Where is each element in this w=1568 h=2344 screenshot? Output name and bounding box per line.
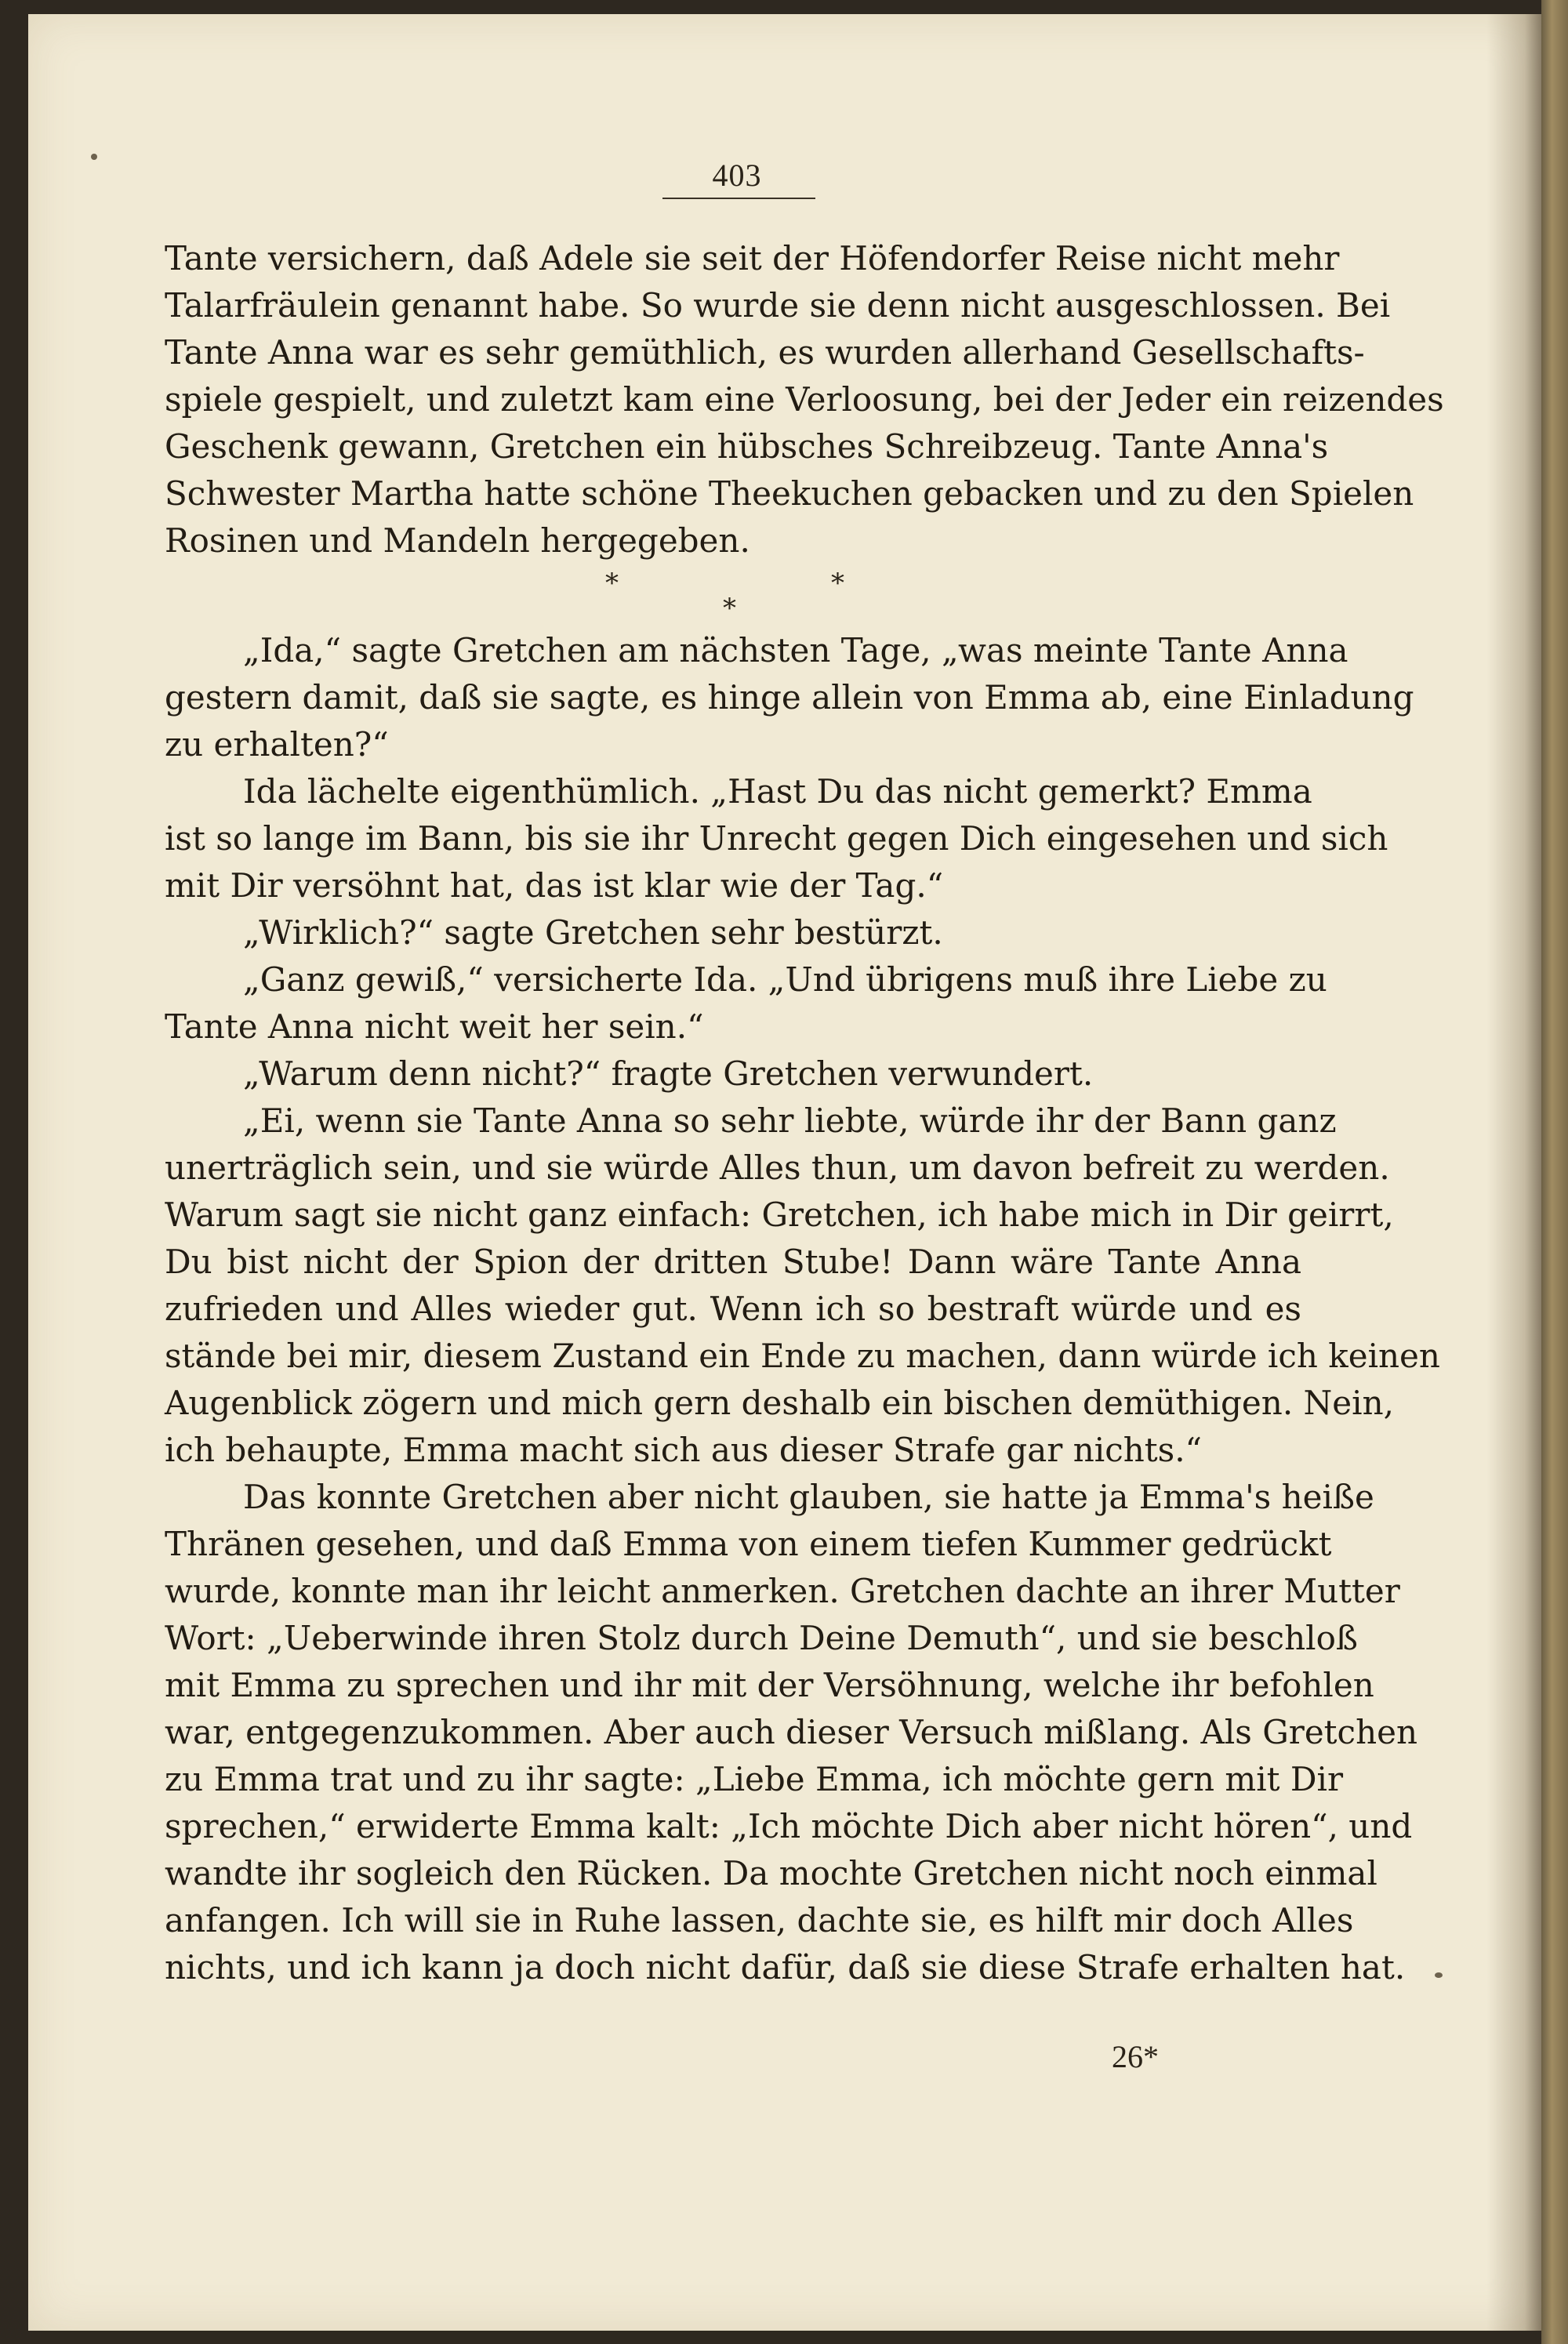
body-text	[165, 235, 1444, 1991]
text-line: zu Emma trat und zu ihr sagte: „Liebe Emma, ich möchte gern mit Dir	[165, 1760, 1344, 1798]
text-line: Du bist nicht der Spion der dritten Stube! Dann wäre Tante Anna	[165, 1243, 1301, 1281]
text-line: „Wirklich?“ sagte Gretchen sehr bestürzt.	[243, 913, 943, 952]
text-line: gestern damit, daß sie sagte, es hinge allein von Emma ab, eine Einladung	[165, 678, 1414, 717]
text-line: Warum sagt sie nicht ganz einfach: Gretchen, ich habe mich in Dir geirrt,	[165, 1196, 1394, 1234]
text-line: „Ganz gewiß,“ versicherte Ida. „Und übrigens muß ihre Liebe zu	[243, 960, 1327, 999]
text-line: mit Emma zu sprechen und ihr mit der Versöhnung, welche ihr befohlen	[165, 1666, 1374, 1704]
text-line: stände bei mir, diesem Zustand ein Ende zu machen, dann würde ich keinen	[165, 1337, 1440, 1375]
text-line: spiele gespielt, und zuletzt kam eine Verloosung, bei der Jeder ein reizendes	[165, 380, 1444, 419]
text-line: „Ei, wenn sie Tante Anna so sehr liebte, würde ihr der Bann ganz	[243, 1101, 1337, 1140]
text-line: Wort: „Ueberwinde ihren Stolz durch Deine Demuth“, und sie beschloß	[165, 1619, 1358, 1657]
text-line: Ida lächelte eigenthümlich. „Hast Du das nicht gemerkt? Emma	[243, 772, 1312, 811]
text-line: war, entgegenzukommen. Aber auch dieser Versuch mißlang. Als Gretchen	[165, 1713, 1418, 1751]
text-line: nichts, und ich kann ja doch nicht dafür, daß sie diese Strafe erhalten hat.	[165, 1948, 1406, 1987]
text-line: ich behaupte, Emma macht sich aus dieser Strafe gar nichts.“	[165, 1431, 1203, 1469]
book-edge	[1541, 0, 1568, 2344]
section-asterisk: *	[605, 568, 619, 599]
text-line: Talarfräulein genannt habe. So wurde sie denn nicht ausgeschlossen. Bei	[165, 286, 1391, 325]
text-line: wurde, konnte man ihr leicht anmerken. Gretchen dachte an ihrer Mutter	[165, 1572, 1400, 1610]
page-number: 403	[712, 158, 762, 193]
text-line: mit Dir versöhnt hat, das ist klar wie der Tag.“	[165, 866, 944, 905]
section-asterisk: *	[723, 593, 736, 624]
text-line: Tante Anna nicht weit her sein.“	[165, 1007, 704, 1046]
text-line: Thränen gesehen, und daß Emma von einem tiefen Kummer gedrückt	[165, 1525, 1332, 1563]
text-line: „Ida,“ sagte Gretchen am nächsten Tage, „was meinte Tante Anna	[243, 631, 1348, 669]
text-line: Das konnte Gretchen aber nicht glauben, sie hatte ja Emma's heiße	[243, 1478, 1374, 1516]
text-line: sprechen,“ erwiderte Emma kalt: „Ich möchte Dich aber nicht hören“, und	[165, 1807, 1413, 1845]
text-line: anfangen. Ich will sie in Ruhe lassen, dachte sie, es hilft mir doch Alles	[165, 1901, 1354, 1939]
text-line: „Warum denn nicht?“ fragte Gretchen verwundert.	[243, 1054, 1094, 1093]
paper-speck	[91, 154, 97, 160]
text-line: unerträglich sein, und sie würde Alles thun, um davon befreit zu werden.	[165, 1148, 1390, 1187]
header-rule	[662, 198, 815, 199]
paper-speck	[1435, 1972, 1443, 1978]
text-line: Geschenk gewann, Gretchen ein hübsches Schreibzeug. Tante Anna's	[165, 427, 1329, 466]
text-line: zu erhalten?“	[165, 725, 389, 764]
text-line: zufrieden und Alles wieder gut. Wenn ich so bestraft würde und es	[165, 1290, 1301, 1328]
text-line: wandte ihr sogleich den Rücken. Da mochte Gretchen nicht noch einmal	[165, 1854, 1377, 1892]
text-line: Tante Anna war es sehr gemüthlich, es wurden allerhand Gesellschafts-	[165, 333, 1365, 372]
text-line: Rosinen und Mandeln hergegeben.	[165, 521, 750, 560]
text-line: Augenblick zögern und mich gern deshalb ein bischen demüthigen. Nein,	[165, 1384, 1394, 1422]
signature-mark: 26*	[1112, 2039, 1159, 2074]
text-line: Schwester Martha hatte schöne Theekuchen gebacken und zu den Spielen	[165, 474, 1414, 513]
text-line: Tante versichern, daß Adele sie seit der Höfendorfer Reise nicht mehr	[165, 239, 1340, 278]
section-asterisk: *	[831, 568, 844, 599]
section-break	[165, 564, 1301, 627]
text-line: ist so lange im Bann, bis sie ihr Unrecht gegen Dich eingesehen und sich	[165, 819, 1388, 858]
gutter-shadow	[1486, 14, 1541, 2331]
